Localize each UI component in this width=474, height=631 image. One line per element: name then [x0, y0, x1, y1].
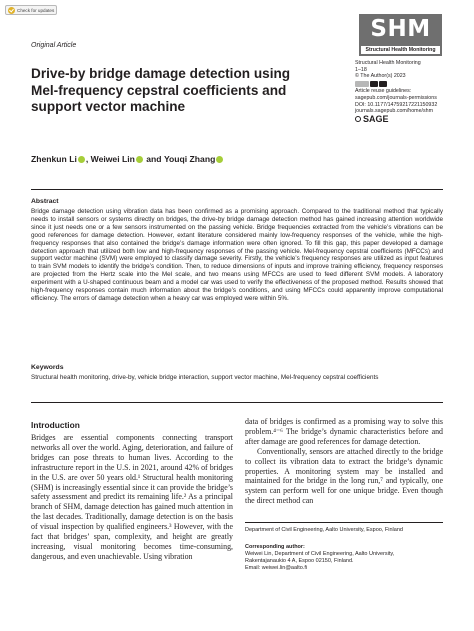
license-icon — [355, 81, 465, 87]
article-title: Drive-by bridge damage detection using Mel-frequency cepstral coefficients and support vector machine — [31, 66, 291, 115]
corresponding-author-note — [245, 544, 443, 572]
orcid-icon[interactable] — [216, 156, 223, 163]
paragraph: Conventionally, sensors are attached directly to the bridge to collect its vibration data to extract the bridge’s dynamic properties. A monitoring system may be installed and maintained for the bridge in the long run,⁷ and typically, one system can perform well for one unique bridge. Even though the direct method can — [245, 446, 443, 506]
corresponding-author-name: Weiwei Lin, Department of Civil Engineering, Aalto University, — [245, 551, 395, 557]
journal-name: Structural Health Monitoring — [355, 60, 421, 66]
publisher-name: SAGE — [363, 113, 389, 124]
orcid-icon[interactable] — [136, 156, 143, 163]
corresponding-author-heading: Corresponding author: — [245, 544, 305, 550]
publisher-logo — [355, 113, 465, 124]
author-list — [31, 154, 224, 164]
page-range: 1–18 — [355, 66, 367, 73]
journal-home-link[interactable]: journals.sagepub.com/home/shm — [355, 108, 434, 115]
keywords-text: Structural health monitoring, drive-by, vehicle bridge interaction, support vector machine, Mel-frequency cepstral coefficients — [31, 374, 379, 381]
doi-link[interactable]: DOI: 10.1177/14759217221150932 — [355, 101, 438, 108]
footnote-divider — [245, 522, 443, 523]
corresponding-author-address: Rakentajanaukio 4 A, Espoo 02150, Finland. — [245, 558, 354, 564]
journal-logo — [359, 14, 442, 56]
body-column-right — [245, 417, 443, 506]
author-3[interactable]: Youqi Zhang — [163, 154, 216, 164]
journal-meta — [355, 60, 465, 123]
author-1[interactable]: Zhenkun Li — [31, 154, 77, 164]
abstract-heading: Abstract — [31, 198, 59, 205]
author-separator: , — [85, 154, 91, 164]
affiliation-note: Department of Civil Engineering, Aalto University, Espoo, Finland — [245, 527, 403, 533]
paragraph: data of bridges is confirmed as a promising way to solve this problem.⁴⁻⁶ The bridge’s dynamic characteristics before and after damage are good references for damage detection. — [245, 417, 443, 446]
divider — [31, 189, 443, 190]
abstract-text: Bridge damage detection using vibration data has been confirmed as a promising approach. Compared to the traditional method that typically needs to install sensors or systems directly on bridges, the drive-by bridge damage detection method has gained increasing attention worldwide since it just needs one or a few sensors instrumented on the passing vehicle. Bridge frequencies extracted from the vehicle’s vibrations can be good references for damage detection. However, extant literature considered mainly low-frequency responses of the vehicle, while the high-frequency responses that also contained the bridge’s damage information were often ignored. To fill this gap, this paper developed a damage detection approach that utilized both low and high-frequency responses of the passing vehicle. Mel-frequency cepstral coefficients (MFCCs) and support vector machine (SVM) were employed to classify damage severity. Firstly, the vehicle’s frequency responses are utilized as input features to train SVM models to identify the bridge’s condition. Then, to reduce dimensions of inputs and improve training efficiency, frequency responses are projected from the Hertz scale into the Mel scale, and two means using MFCCs are used to feed different SVM models. A laboratory experiment with a U-shaped continuous beam and a model car was used to verify the effectiveness of the proposed method. Results showed that high-frequency responses contain much information about the bridge’s conditions, and using MFCCs could apparently improve computational efficiency. The errors of damage detection when a heavy car was employed were within 5%. — [31, 208, 443, 302]
sage-icon — [355, 116, 361, 122]
article-type: Original Article — [31, 42, 77, 49]
section-heading: Introduction — [31, 420, 80, 430]
journal-logo-abbr: SHM — [370, 16, 431, 42]
divider — [31, 402, 443, 403]
author-2[interactable]: Weiwei Lin — [90, 154, 135, 164]
orcid-icon[interactable] — [78, 156, 85, 163]
journal-logo-name: Structural Health Monitoring — [361, 46, 440, 54]
check-for-updates-badge[interactable] — [5, 5, 57, 15]
reuse-link[interactable]: sagepub.com/journals-permissions — [355, 94, 437, 101]
corresponding-author-email[interactable]: Email: weiwei.lin@aalto.fi — [245, 565, 308, 571]
keywords-heading: Keywords — [31, 364, 64, 371]
author-separator: and — [143, 154, 164, 164]
check-updates-icon — [8, 7, 15, 14]
copyright: © The Author(s) 2023 — [355, 73, 406, 80]
reuse-label: Article reuse guidelines: — [355, 88, 412, 95]
body-column-left — [31, 433, 233, 562]
paragraph: Bridges are essential components connecting transport networks all over the world. Aging, deterioration, and failure of bridges can pose threats to human lives. According to the infrastructure report in the U.S. in 2021, around 42% of bridges in the U.S. are over 50 years old.¹ Structural health monitoring (SHM) is increasingly essential since it can provide the bridge’s safety assessment and predict its remaining life.² As a principal branch of SHM, damage detection has gained much attention in the last decades. Traditionally, damage detection is on the basis of visual inspection by qualified engineers.³ However, with the fact that bridges’ span, complexity, and height are greatly increasing, visual monitoring becomes time-consuming, dangerous, and even unachievable. Using vibration — [31, 433, 233, 561]
check-updates-label: Check for updates — [17, 7, 55, 13]
